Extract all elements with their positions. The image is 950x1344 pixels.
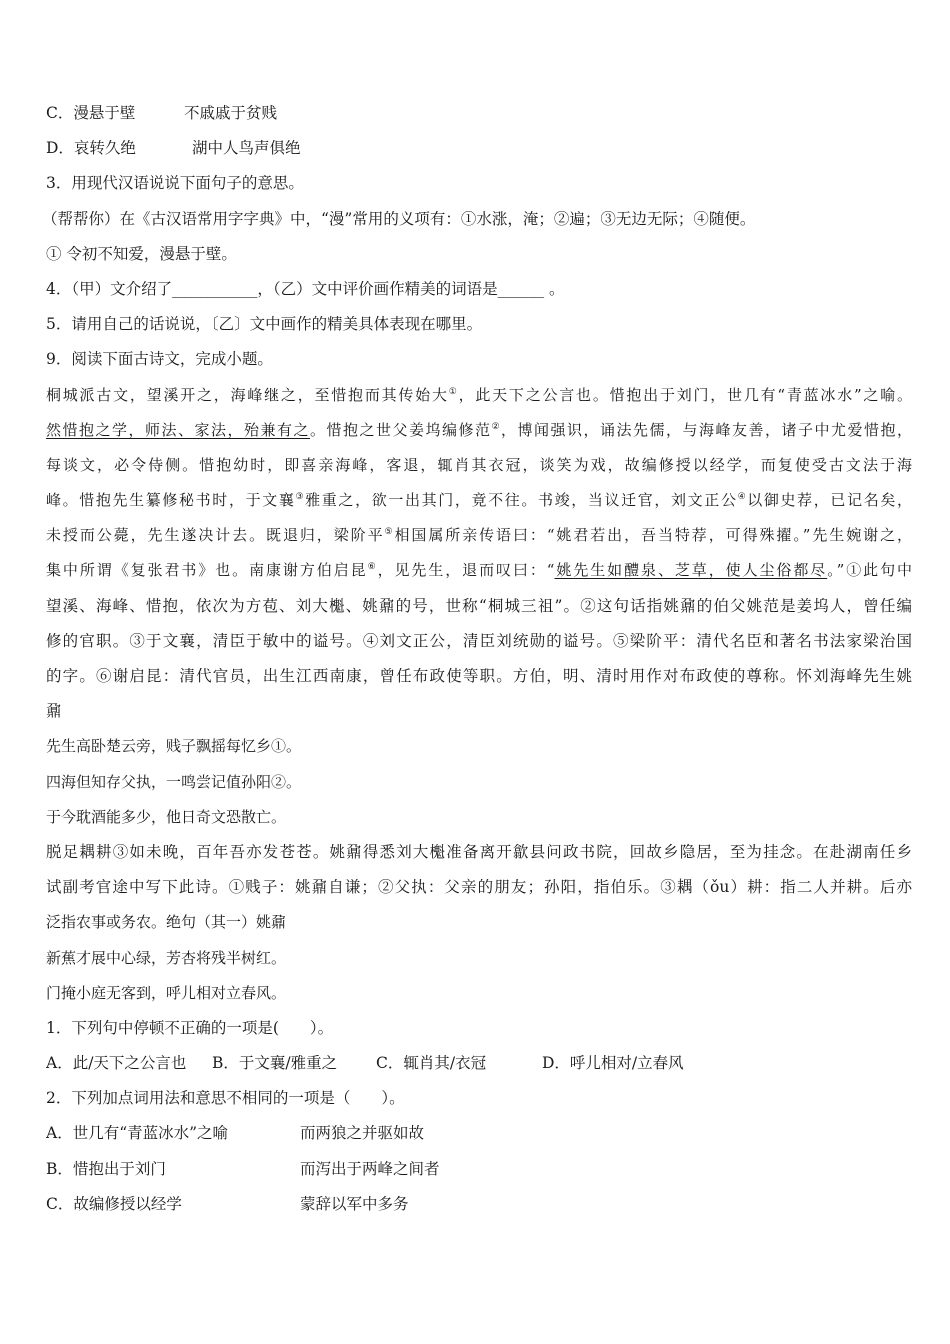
footnote-marker: ⑥ xyxy=(367,562,378,573)
footnote-marker: ⑤ xyxy=(384,527,395,538)
question-5: 5．请用自己的话说说，〔乙〕文中画作的精美具体表现在哪里。 xyxy=(46,315,483,334)
passage-text: 桐城派古文，望溪开之，海峰继之，至惜抱而其传始大 xyxy=(46,385,449,404)
passage-line-1 xyxy=(46,378,912,413)
passage-line-6 xyxy=(46,553,912,588)
q2-option-b-left: B．惜抱出于刘门 xyxy=(46,1159,166,1178)
q1-option-d: D．呼儿相对/立春风 xyxy=(542,1054,684,1073)
question-2-stem: 2．下列加点词用法和意思不相同的一项是（ ）。 xyxy=(46,1089,405,1108)
footnote-marker: ① xyxy=(448,386,459,397)
q1-option-c: C．辄肖其/衣冠 xyxy=(376,1054,487,1073)
question-4: 4．（甲）文介绍了___________，（乙）文中评价画作精美的词语是______ 。 xyxy=(46,279,565,298)
q2-option-b-right: 而泻出于两峰之间者 xyxy=(300,1159,440,1178)
notes-line-3: 的字。⑥谢启昆：清代官员，出生江西南康，曾任布政使等职。方伯，明、清时用作对布政使的尊称。怀刘海峰先生姚 xyxy=(46,667,912,685)
poem2-line-2: 门掩小庭无客到，呼儿相对立春风。 xyxy=(46,983,287,1002)
passage-text: 。惜抱之世父姜坞编修范 xyxy=(309,420,492,439)
passage-text: 集中所谓《复张君书》也。南康谢方伯启昆 xyxy=(46,561,368,580)
question-9-heading: 9．阅读下面古诗文，完成小题。 xyxy=(46,350,273,369)
passage-text: ，见先生，退而叹曰：“ xyxy=(377,561,555,580)
poem1-notes-line-3: 泛指农事或务农。绝句（其一）姚鼐 xyxy=(46,913,287,932)
notes-line-2: 修的官职。③于文襄，清臣于敏中的谥号。④刘文正公，清臣刘统勋的谥号。⑤梁阶平：清代名臣和著名书法家梁治国 xyxy=(46,631,912,650)
notes-line-1: 望溪、海峰、惜抱，依次为方苞、刘大櫆、姚鼐的号，世称“桐城三祖”。②这句话指姚鼐的伯父姚范是姜坞人，曾任编 xyxy=(46,596,912,615)
option-d-right: 湖中人鸟声俱绝 xyxy=(192,139,301,158)
underlined-sentence: 姚先生如醴泉、芝草，使人尘俗都尽 xyxy=(554,561,828,580)
notes-line-4: 鼐 xyxy=(46,702,62,721)
passage-text: 以御史荐，已记名矣， xyxy=(747,491,912,510)
footnote-marker: ③ xyxy=(295,492,306,503)
option-c-right: 不戚戚于贫贱 xyxy=(184,104,278,122)
passage-line-3: 每谈文，必令侍侧。惜抱幼时，即喜亲海峰，客退，辄肖其衣冠，谈笑为戏，故编修授以经学，而复使受古文法于海 xyxy=(46,455,912,474)
poem1-notes-line-1: 脱足耦耕③如未晚，百年吾亦发苍苍。姚鼐得悉刘大櫆准备离开歙县问政书院，回故乡隐居，至为挂念。在赴湖南任乡 xyxy=(46,842,912,861)
option-c-line xyxy=(46,96,912,131)
q2-option-c xyxy=(46,1187,912,1222)
passage-line-2 xyxy=(46,413,912,448)
q2-option-c-left: C．故编修授以经学 xyxy=(46,1194,182,1213)
footnote-marker: ④ xyxy=(737,492,748,503)
poem1-line-3: 于今耽酒能多少，他日奇文恐散亡。 xyxy=(46,807,287,826)
passage-text: 峰。惜抱先生纂修秘书时，于文襄 xyxy=(46,491,296,510)
passage-text: 未授而公薨，先生遂决计去。既退归，梁阶平 xyxy=(46,526,385,545)
q1-option-b: B．于文襄/雅重之 xyxy=(212,1054,338,1073)
passage-text: ，博闻强识，诵法先儒，与海峰友善，诸子中尤爱惜抱， xyxy=(501,420,912,439)
passage-text: ，此天下之公言也。惜抱出于刘门，世几有“青蓝冰水”之喻。 xyxy=(458,385,912,404)
q1-option-a: A．此/天下之公言也 xyxy=(46,1054,187,1073)
passage-text: 雅重之，欲一出其门，竟不往。书竣，当议迁官，刘文正公 xyxy=(305,491,738,510)
q2-option-a-left: A．世几有“青蓝冰水”之喻 xyxy=(46,1124,229,1143)
passage-text: 相国属所亲传语曰：“姚君若出，吾当特荐，可得殊擢。”先生婉谢之， xyxy=(394,526,912,545)
option-d-line xyxy=(46,131,912,166)
document-page xyxy=(42,96,912,1222)
question-3: 3．用现代汉语说说下面句子的意思。 xyxy=(46,174,304,193)
sentence-to-translate: ① 令初不知爱，漫悬于壁。 xyxy=(46,244,237,263)
hint-line: （帮帮你）在《古汉语常用字字典》中，“漫”常用的义项有：①水涨，淹；②遍；③无边无际；④随便。 xyxy=(42,209,756,228)
option-d-left: D．哀转久绝 xyxy=(46,139,136,158)
passage-text: 。”①此句中 xyxy=(827,561,912,580)
underlined-sentence: 然惜抱之学，师法、家法，殆兼有之 xyxy=(46,420,310,439)
q2-option-a xyxy=(46,1116,912,1151)
option-c-left: C．漫悬于壁 xyxy=(46,104,136,122)
question-1-options xyxy=(46,1046,912,1081)
q2-option-b xyxy=(46,1152,912,1187)
passage-line-4 xyxy=(46,483,912,518)
q2-option-a-right: 而两狼之并驱如故 xyxy=(300,1124,425,1143)
poem1-notes-line-2: 试副考官途中写下此诗。①贱子：姚鼐自谦；②父执：父亲的朋友；孙阳，指伯乐。③耦（ǒu）耕：指二人并耕。后亦 xyxy=(46,878,912,897)
poem2-line-1: 新蕉才展中心绿，芳杏将残半树红。 xyxy=(46,948,287,967)
passage-line-5 xyxy=(46,518,912,553)
poem1-line-2: 四海但知存父执，一鸣尝记值孙阳②。 xyxy=(46,772,302,791)
q2-option-c-right: 蒙辞以军中多务 xyxy=(300,1194,409,1213)
question-1-stem: 1．下列句中停顿不正确的一项是( ）。 xyxy=(46,1018,334,1037)
footnote-marker: ② xyxy=(491,421,502,432)
poem1-line-1: 先生高卧楚云旁，贱子飘摇每忆乡①。 xyxy=(46,737,302,756)
